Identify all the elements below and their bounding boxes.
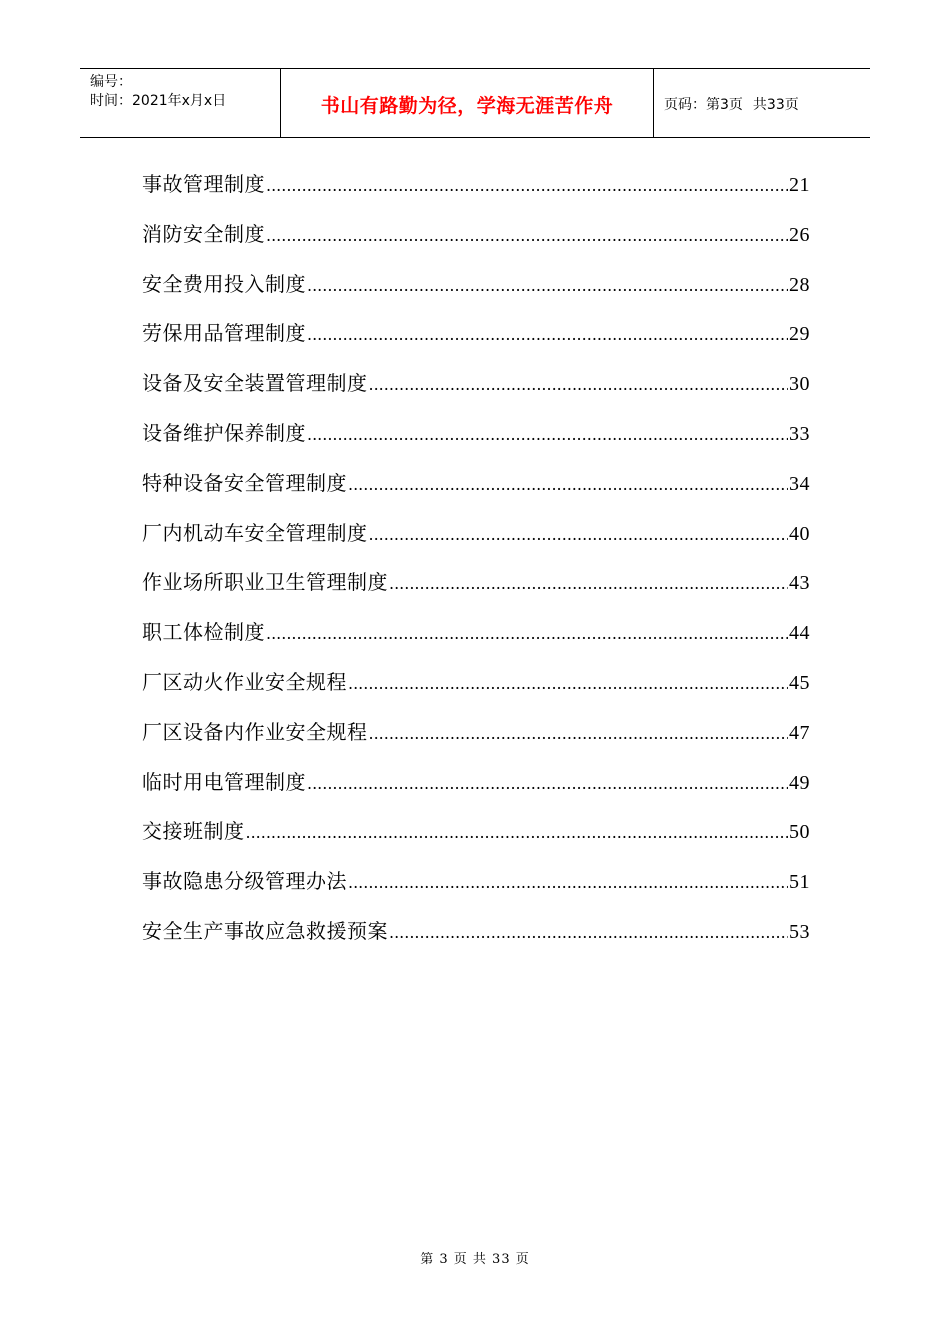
page-info-current: 页码：第3页 — [664, 97, 743, 113]
header-motto-cell — [281, 69, 654, 137]
toc-entry-page: 47 — [789, 721, 810, 744]
toc-entry-title: 事故隐患分级管理办法 — [142, 869, 347, 894]
toc-leader-dots — [266, 226, 788, 245]
toc-entry-page: 43 — [789, 572, 810, 595]
toc-leader-dots — [348, 475, 788, 494]
toc-entry[interactable] — [142, 268, 810, 318]
toc-entry[interactable] — [142, 517, 810, 567]
toc-entry-page: 44 — [789, 622, 810, 645]
toc-entry[interactable] — [142, 865, 810, 915]
header-meta — [80, 69, 281, 137]
toc-leader-dots — [266, 624, 788, 643]
toc-entry-title: 安全费用投入制度 — [142, 271, 306, 296]
toc-entry-title: 劳保用品管理制度 — [142, 321, 306, 346]
page-header — [80, 68, 870, 138]
toc-entry[interactable] — [142, 716, 810, 766]
toc-entry[interactable] — [142, 168, 810, 218]
toc-entry-title: 设备维护保养制度 — [142, 420, 306, 445]
toc-entry[interactable] — [142, 367, 810, 417]
toc-entry-page: 53 — [789, 920, 810, 943]
table-of-contents — [142, 168, 810, 965]
header-page-info — [654, 69, 870, 137]
toc-entry[interactable] — [142, 317, 810, 367]
toc-entry-page: 30 — [789, 373, 810, 396]
toc-entry-title: 消防安全制度 — [142, 221, 265, 246]
toc-leader-dots — [246, 823, 789, 842]
toc-entry[interactable] — [142, 616, 810, 666]
toc-entry-page: 45 — [789, 671, 810, 694]
toc-entry-title: 临时用电管理制度 — [142, 769, 306, 794]
toc-entry[interactable] — [142, 815, 810, 865]
toc-entry-title: 职工体检制度 — [142, 620, 265, 645]
toc-leader-dots — [307, 325, 788, 344]
date-label: 时间：2021年x月x日 — [90, 93, 227, 109]
toc-entry-title: 安全生产事故应急救援预案 — [142, 918, 388, 943]
toc-entry[interactable] — [142, 566, 810, 616]
toc-entry-page: 40 — [789, 522, 810, 545]
toc-entry-page: 28 — [789, 273, 810, 296]
toc-leader-dots — [389, 574, 788, 593]
toc-entry-title: 厂区动火作业安全规程 — [142, 669, 347, 694]
page-footer: 第 3 页 共 33 页 — [420, 1252, 530, 1267]
toc-leader-dots — [369, 724, 789, 743]
toc-leader-dots — [389, 923, 788, 942]
toc-entry[interactable] — [142, 666, 810, 716]
toc-leader-dots — [369, 525, 789, 544]
toc-entry-page: 26 — [789, 223, 810, 246]
toc-entry-title: 厂区设备内作业安全规程 — [142, 719, 368, 744]
toc-entry-title: 事故管理制度 — [142, 172, 265, 196]
serial-label: 编号： — [90, 74, 132, 90]
toc-entry[interactable] — [142, 417, 810, 467]
header-motto: 书山有路勤为径，学海无涯苦作舟 — [320, 94, 614, 117]
toc-entry[interactable] — [142, 218, 810, 268]
toc-entry-title: 特种设备安全管理制度 — [142, 470, 347, 495]
toc-entry-title: 作业场所职业卫生管理制度 — [142, 570, 388, 595]
toc-leader-dots — [348, 674, 788, 693]
toc-entry[interactable] — [142, 915, 810, 965]
toc-entry-title: 设备及安全装置管理制度 — [142, 371, 368, 396]
toc-leader-dots — [307, 425, 788, 444]
toc-entry-page: 49 — [789, 771, 810, 794]
toc-entry-title: 交接班制度 — [142, 819, 245, 844]
toc-leader-dots — [307, 774, 788, 793]
toc-leader-dots — [348, 873, 788, 892]
toc-entry[interactable] — [142, 766, 810, 816]
toc-entry-page: 21 — [789, 174, 810, 196]
toc-leader-dots — [307, 276, 788, 295]
toc-leader-dots — [266, 176, 788, 195]
toc-leader-dots — [369, 375, 789, 394]
toc-entry-page: 33 — [789, 422, 810, 445]
toc-entry-page: 29 — [789, 323, 810, 346]
toc-entry-page: 51 — [789, 871, 810, 894]
toc-entry-page: 50 — [789, 821, 810, 844]
toc-entry-page: 34 — [789, 472, 810, 495]
toc-entry[interactable] — [142, 467, 810, 517]
toc-entry-title: 厂内机动车安全管理制度 — [142, 520, 368, 545]
page-info-total: 共33页 — [752, 97, 799, 113]
